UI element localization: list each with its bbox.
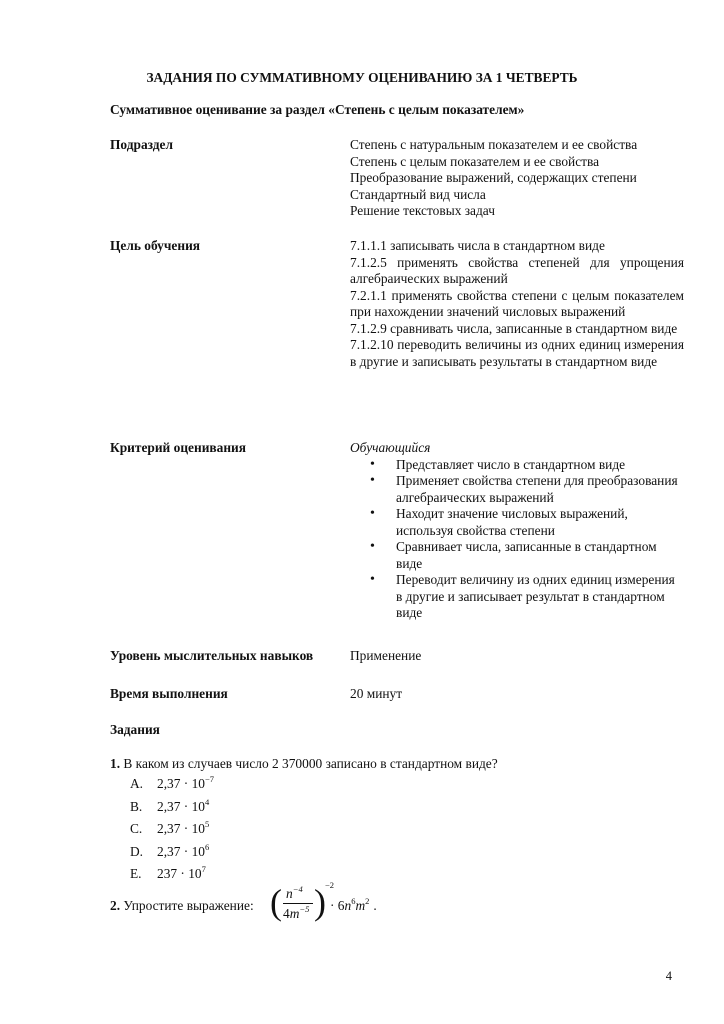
criteria-intro: Обучающийся [350, 440, 431, 455]
criteria-item: • Представляет число в стандартном виде [350, 457, 684, 474]
goal-item: 7.1.2.10 переводить величины из одних единиц измерения в другие и записывать результаты в стандартном виде [350, 337, 684, 369]
section-heading: Суммативное оценивание за раздел «Степень с целым показателем» [110, 102, 525, 117]
goal-item: 7.2.1.1 применять свойства степени с целым показателем при нахождении значений числовых выражений [350, 287, 684, 319]
option-letter: D. [130, 843, 144, 859]
multiplier: · $6n^6m^2$ . [330, 896, 377, 913]
task-1-number: 1. [110, 756, 121, 771]
option-letter: C. [130, 821, 143, 836]
subsection-label: Подраздел [110, 137, 174, 152]
task-1-options [130, 776, 214, 889]
option-c[interactable] [130, 821, 214, 844]
option-letter: A. [130, 776, 144, 791]
criteria-list [350, 457, 684, 622]
subsection-line: Степень с натуральным показателем и ее свойства [350, 137, 638, 152]
left-paren: ( [270, 882, 282, 922]
thinking-label: Уровень мыслительных навыков [110, 648, 314, 663]
option-letter: E. [130, 866, 142, 881]
goal-item: 7.1.1.1 записывать числа в стандартном виде [350, 238, 605, 253]
criteria-item: • Сравнивает числа, записанные в стандартном виде [350, 539, 684, 572]
time-value: 20 минут [350, 686, 403, 701]
thinking-value: Применение [350, 648, 422, 663]
task-1-text: В каком из случаев число 2 370000 записано в стандартном виде? [123, 756, 498, 771]
task-2-text: Упростите выражение: [123, 898, 254, 913]
denominator: $4m^{-5}$ [283, 904, 310, 921]
option-e[interactable] [130, 866, 214, 889]
subsection-line: Преобразование выражений, содержащих степени [350, 170, 637, 185]
goal-item: 7.1.2.9 сравнивать числа, записанные в стандартном виде [350, 320, 678, 336]
subsection-list [350, 137, 684, 220]
option-value: $2,37 \cdot 10^5$ [157, 819, 210, 836]
option-value: $2,37 \cdot 10^6$ [157, 841, 210, 859]
tasks-heading: Задания [110, 722, 160, 737]
option-a[interactable] [130, 776, 214, 799]
task-2-expression [270, 880, 400, 930]
option-value: $2,37 \cdot 10^4$ [157, 796, 210, 814]
option-value: $237 \cdot 10^7$ [157, 864, 206, 881]
task-1 [110, 756, 498, 773]
option-letter: B. [130, 798, 143, 814]
right-paren: ) [314, 882, 326, 922]
goal-label: Цель обучения [110, 238, 201, 253]
option-value: $2,37 \cdot 10^{-7}$ [157, 774, 215, 791]
criteria-item: • Применяет свойства степени для преобразования алгебраических выражений [350, 473, 684, 506]
subsection-line: Стандартный вид числа [350, 186, 486, 202]
criteria-block [350, 440, 684, 622]
page-number: 4 [665, 969, 672, 983]
outer-exponent: −2 [325, 880, 335, 890]
goal-list [350, 238, 684, 370]
option-d[interactable] [130, 841, 214, 867]
criteria-label: Критерий оценивания [110, 440, 247, 455]
page-title: ЗАДАНИЯ ПО СУММАТИВНОМУ ОЦЕНИВАНИЮ ЗА 1 ЧЕТВЕРТЬ [146, 70, 578, 85]
numerator: $n^{-4}$ [286, 884, 303, 901]
goal-item: 7.1.2.5 применять свойства степеней для упрощения алгебраических выражений [350, 254, 684, 286]
subsection-line: Степень с целым показателем и ее свойства [350, 153, 600, 169]
criteria-item: • Переводит величину из одних единиц измерения в другие и записывает результат в стандартном виде [350, 572, 684, 622]
option-b[interactable] [130, 796, 214, 822]
time-label: Время выполнения [110, 686, 228, 701]
criteria-item: • Находит значение числовых выражений, используя свойства степени [350, 506, 684, 539]
subsection-line: Решение текстовых задач [350, 203, 495, 218]
task-2-number: 2. [110, 898, 121, 913]
task-2 [110, 898, 254, 915]
